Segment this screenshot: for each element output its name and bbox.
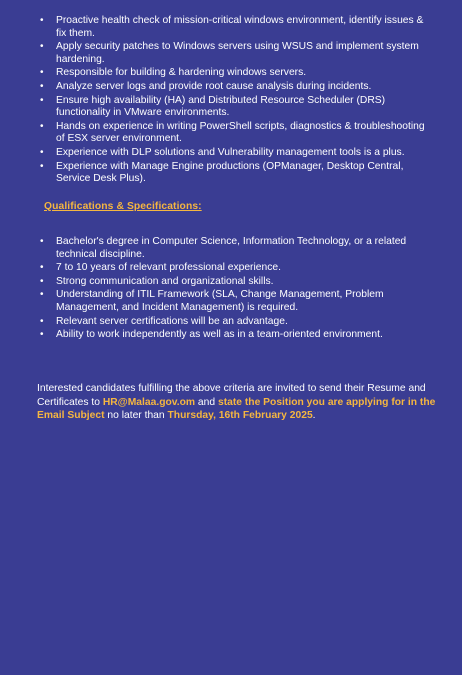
- closing-text: Interested candidates fulfilling the above criteria are invited to send their Resume and Certificates to: [37, 383, 426, 408]
- list-item: • Analyze server logs and provide root cause analysis during incidents.: [32, 81, 436, 94]
- list-item: • Experience with Manage Engine productions (OPManager, Desktop Central, Service Desk Plus).: [32, 161, 436, 186]
- list-item: • Proactive health check of mission-critical windows environment, identify issues & fix them.: [32, 15, 436, 40]
- qualifications-list: [32, 236, 436, 343]
- closing-text: and: [195, 396, 218, 408]
- closing-text: no later than: [104, 410, 168, 421]
- list-item: • Hands on experience in writing PowerShell scripts, diagnostics & troubleshooting of ESX server environment.: [32, 121, 436, 146]
- responsibilities-list: [32, 15, 436, 187]
- list-item: • Bachelor's degree in Computer Science, Information Technology, or a related technical discipline.: [32, 236, 436, 261]
- application-instructions: [37, 382, 437, 423]
- list-item: • Relevant server certifications will be an advantage.: [32, 316, 436, 329]
- subject-instruction: state the Position you are applying for in the Email Subject: [37, 396, 436, 421]
- email-link[interactable]: HR@Malaa.gov.om: [102, 396, 196, 408]
- list-item: • 7 to 10 years of relevant professional experience.: [32, 262, 436, 275]
- list-item: • Experience with DLP solutions and Vulnerability management tools is a plus.: [32, 147, 436, 160]
- list-item: • Apply security patches to Windows servers using WSUS and implement system hardening.: [32, 41, 436, 66]
- list-item: • Ability to work independently as well as in a team-oriented environment.: [32, 329, 436, 342]
- list-item: • Responsible for building & hardening windows servers.: [32, 67, 436, 80]
- qualifications-heading: Qualifications & Specifications:: [44, 201, 202, 212]
- closing-text: .: [312, 410, 316, 421]
- list-item: • Strong communication and organizational skills.: [32, 276, 436, 289]
- list-item: • Understanding of ITIL Framework (SLA, Change Management, Problem Management, and Incident Management) is required.: [32, 289, 436, 314]
- list-item: • Ensure high availability (HA) and Distributed Resource Scheduler (DRS) functionality in VMware environments.: [32, 95, 436, 120]
- deadline-date: Thursday, 16th February 2025: [167, 410, 313, 421]
